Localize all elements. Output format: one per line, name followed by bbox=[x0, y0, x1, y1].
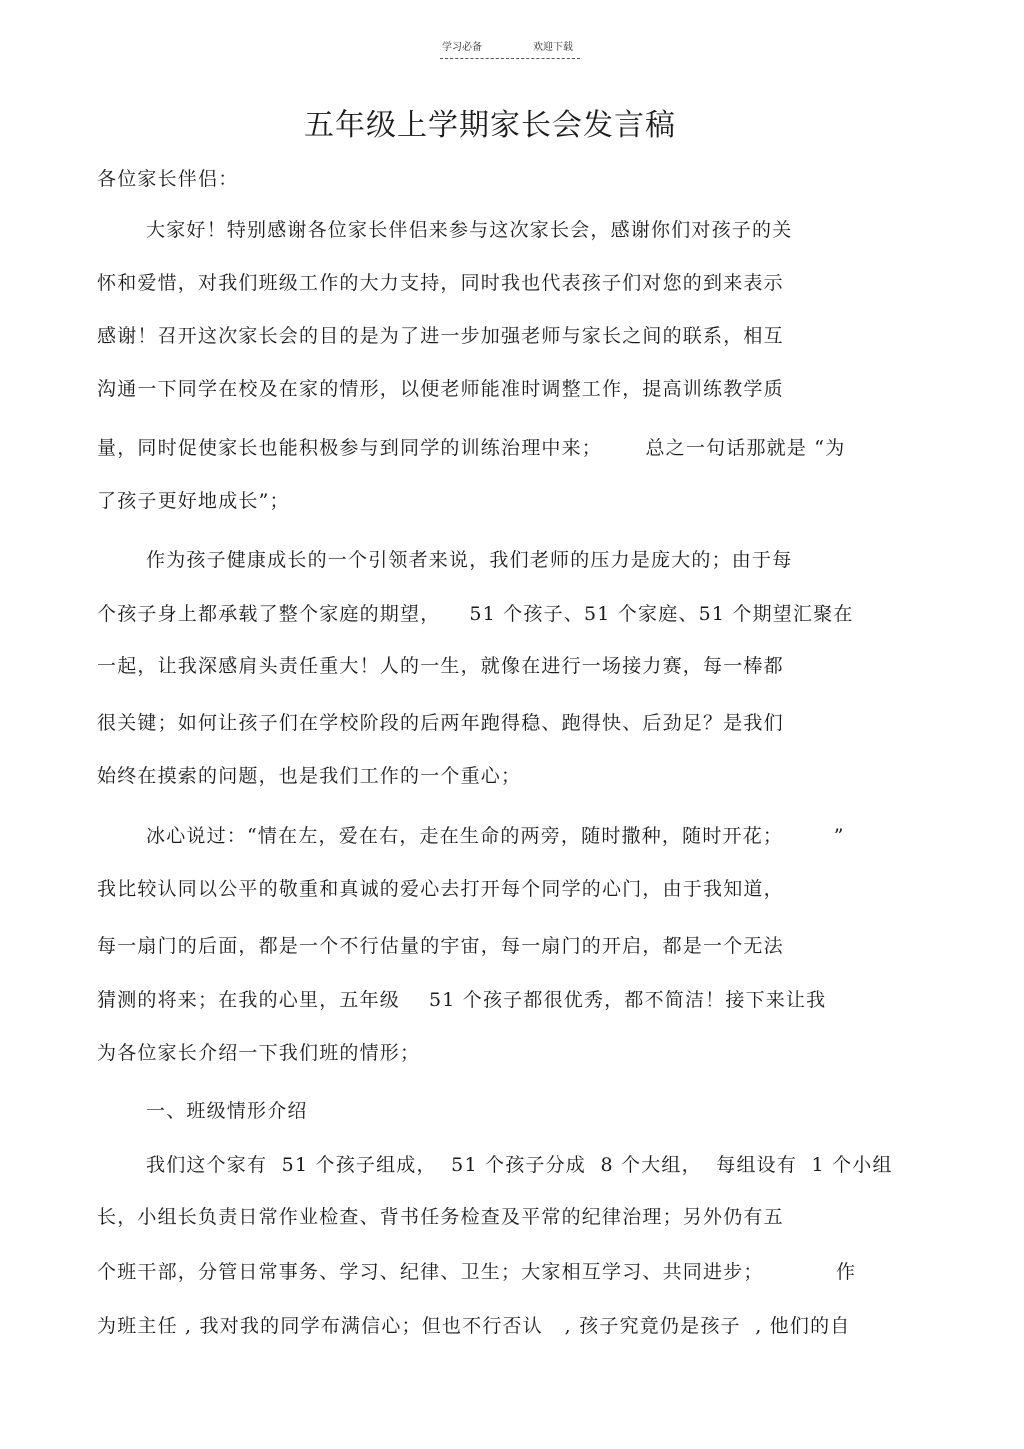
section-heading: 一、班级情形介绍 bbox=[146, 1100, 308, 1122]
paragraph-line: 为班主任 , 我对我的同学布满信心；但也不行否认 , 孩子究竟仍是孩子 , 他们的自 bbox=[97, 1315, 851, 1337]
paragraph-line: 我比较认同以公平的敬重和真诚的爱心去打开每个同学的心门，由于我知道， bbox=[97, 878, 784, 900]
salutation: 各位家长伴侣： bbox=[97, 168, 239, 190]
paragraph-line: 个班干部，分管日常事务、学习、纪律、卫生；大家相互学习、共同进步； 作 bbox=[97, 1261, 857, 1283]
paragraph-line: 大家好！特别感谢各位家长伴侣来参与这次家长会，感谢你们对孩子的关 bbox=[146, 219, 793, 241]
paragraph-line: 每一扇门的后面，都是一个不行估量的宇宙，每一扇门的开启，都是一个无法 bbox=[97, 935, 784, 957]
paragraph-line: 了孩子更好地成长”； bbox=[97, 490, 290, 512]
header-rule bbox=[440, 58, 580, 59]
paragraph-line: 感谢！召开这次家长会的目的是为了进一步加强老师与家长之间的联系，相互 bbox=[97, 325, 784, 347]
paragraph-line: 为各位家长介绍一下我们班的情形； bbox=[97, 1042, 421, 1064]
paragraph-line: 始终在摸索的问题，也是我们工作的一个重心； bbox=[97, 765, 522, 787]
paragraph-line: 猜测的将来；在我的心里，五年级 51 个孩子都很优秀，都不简洁！接下来让我 bbox=[97, 989, 827, 1011]
paragraph-line: 个孩子身上都承载了整个家庭的期望， 51 个孩子、51 个家庭、51 个期望汇聚在 bbox=[97, 603, 854, 625]
paragraph-line: 冰心说过：“情在左，爱在右，走在生命的两旁，随时撒种，随时开花； ” bbox=[146, 825, 845, 847]
document-title: 五年级上学期家长会发言稿 bbox=[304, 108, 676, 143]
paragraph-line: 怀和爱惜，对我们班级工作的大力支持，同时我也代表孩子们对您的到来表示 bbox=[97, 272, 784, 294]
paragraph-line: 量，同时促使家长也能积极参与到同学的训练治理中来； 总之一句话那就是 “为 bbox=[97, 437, 846, 459]
paragraph-line: 很关键；如何让孩子们在学校阶段的后两年跑得稳、跑得快、后劲足？是我们 bbox=[97, 712, 784, 734]
header-right-text: 欢迎下载 bbox=[533, 42, 573, 53]
header-left-text: 学习必备 bbox=[442, 42, 482, 53]
paragraph-line: 作为孩子健康成长的一个引领者来说，我们老师的压力是庞大的；由于每 bbox=[146, 549, 793, 571]
paragraph-line: 长，小组长负责日常作业检查、背书任务检查及平常的纪律治理；另外仍有五 bbox=[97, 1206, 784, 1228]
paragraph-line: 沟通一下同学在校及在家的情形，以便老师能准时调整工作，提高训练教学质 bbox=[97, 378, 784, 400]
paragraph-line: 我们这个家有 51 个孩子组成， 51 个孩子分成 8 个大组， 每组设有 1 个小组 bbox=[146, 1154, 893, 1176]
paragraph-line: 一起，让我深感肩头责任重大！人的一生，就像在进行一场接力赛，每一棒都 bbox=[97, 655, 784, 677]
